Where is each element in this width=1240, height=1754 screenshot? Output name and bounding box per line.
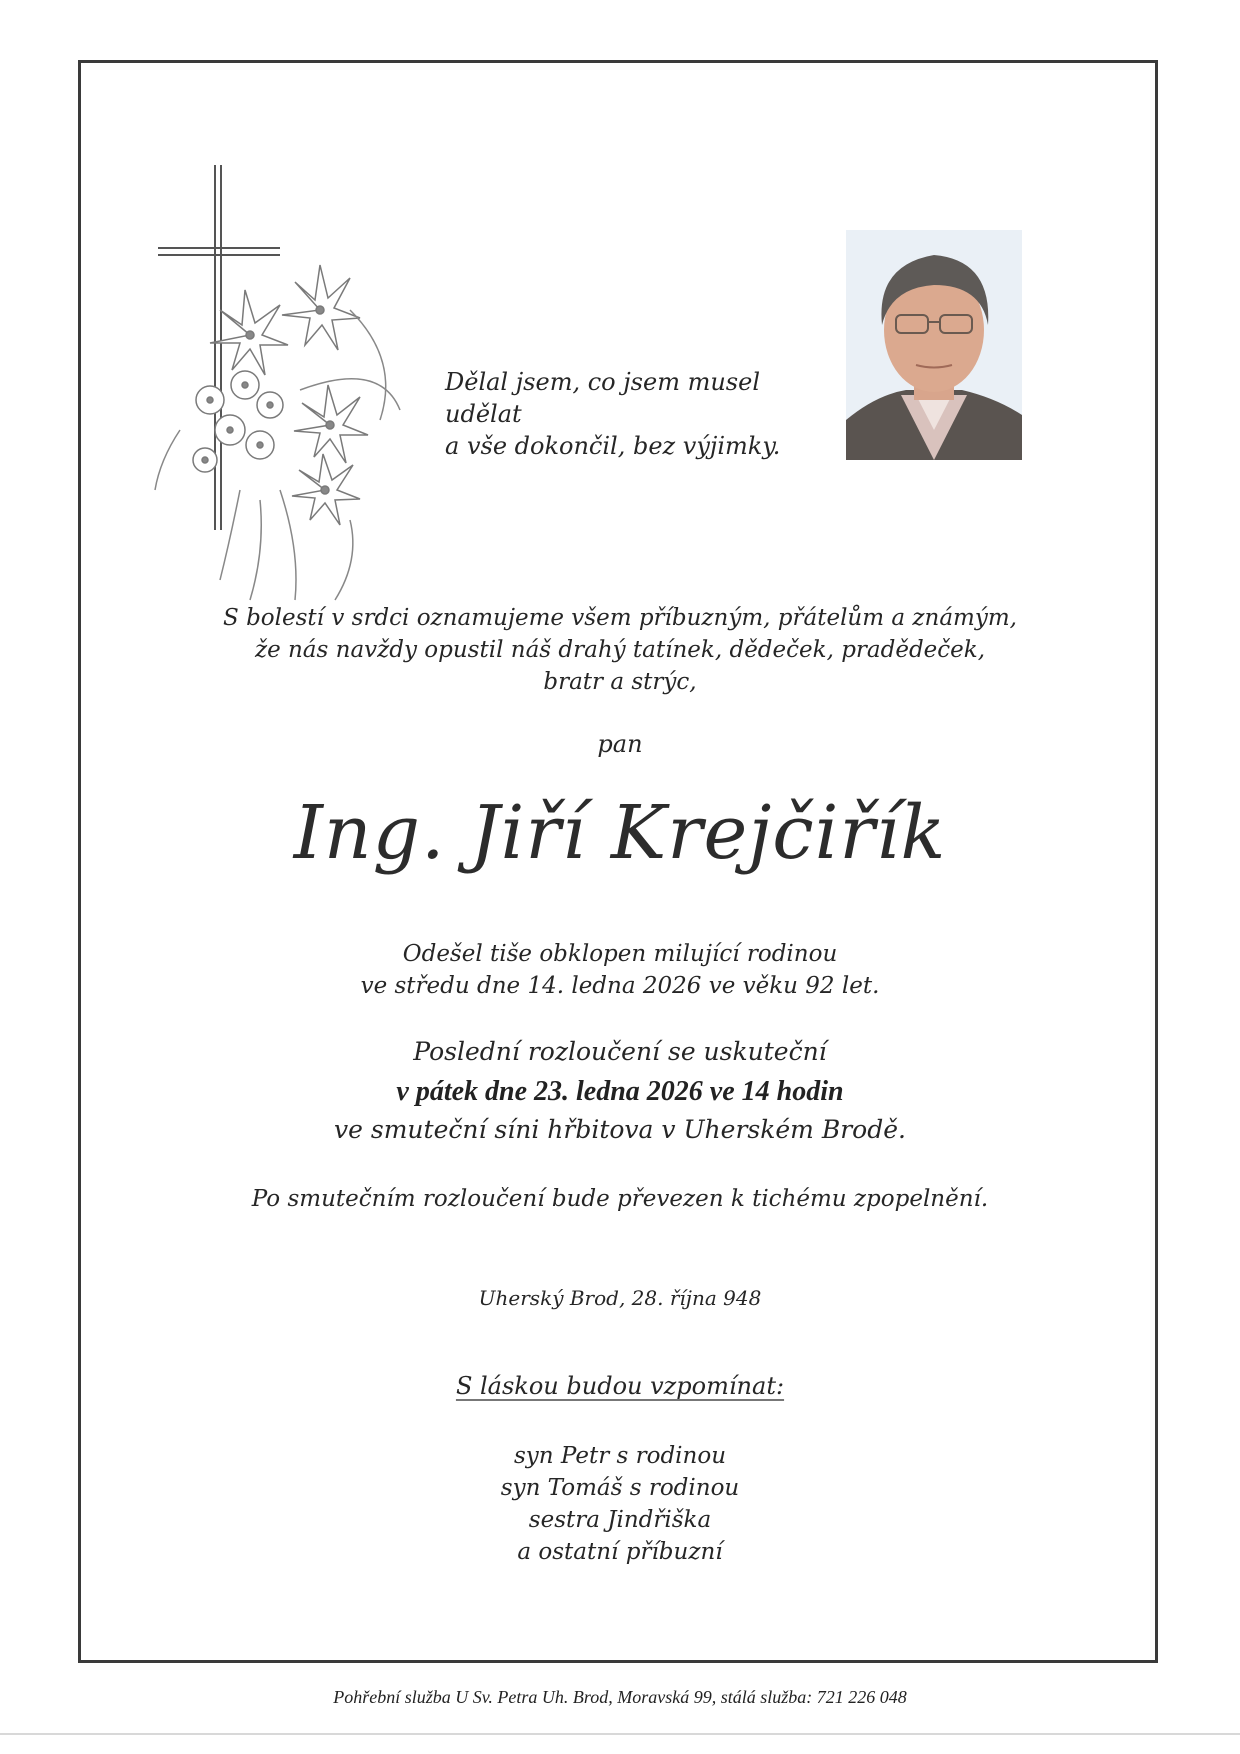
- announcement-line: S bolestí v srdci oznamujeme všem příbuzným, přátelům a známým,: [223, 605, 1017, 631]
- funeral-service-footer: Pohřební služba U Sv. Petra Uh. Brod, Moravská 99, stálá služba: 721 226 048: [333, 1687, 907, 1707]
- cross-with-lilies-icon: [150, 160, 420, 620]
- mourner: a ostatní příbuzní: [517, 1539, 723, 1565]
- mourner: syn Petr s rodinou: [513, 1443, 727, 1469]
- announcement-line: že nás navždy opustil náš drahý tatínek, dědeček, pradědeček,: [254, 637, 986, 663]
- motto-line: Dělal jsem, co jsem musel udělat: [445, 368, 760, 428]
- mourner: sestra Jindřiška: [528, 1507, 712, 1533]
- honorific: pan: [597, 730, 643, 758]
- cremation-note: Po smutečním rozloučení bude převezen k tichému zpopelnění.: [251, 1186, 989, 1212]
- departure-line: Odešel tiše obklopen milující rodinou: [402, 941, 838, 967]
- portrait-photo: [846, 230, 1022, 460]
- remembrance-heading: [0, 1372, 1240, 1400]
- announcement: [0, 602, 1240, 698]
- farewell-place: ve smuteční síni hřbitova v Uherském Brodě.: [334, 1115, 906, 1144]
- motto: [445, 366, 805, 462]
- farewell-intro: Poslední rozloučení se uskuteční: [413, 1037, 827, 1066]
- departure-line: ve středu dne 14. ledna 2026 ve věku 92 let.: [360, 973, 880, 999]
- farewell-date: v pátek dne 23. ledna 2026 ve 14 hodin: [396, 1076, 844, 1107]
- remembrance-heading-text: S láskou budou vzpomínat:: [455, 1372, 785, 1400]
- mourner: syn Tomáš s rodinou: [500, 1475, 740, 1501]
- scan-edge-rule: [0, 1733, 1240, 1735]
- deceased-name: Ing. Jiří Krejčiřík: [293, 790, 947, 876]
- mourners-list: [0, 1440, 1240, 1568]
- motto-line: a vše dokončil, bez výjimky.: [445, 432, 781, 460]
- announcement-line: bratr a strýc,: [543, 669, 697, 695]
- departure-details: [0, 938, 1240, 1002]
- place-date: Uherský Brod, 28. října 948: [478, 1286, 762, 1310]
